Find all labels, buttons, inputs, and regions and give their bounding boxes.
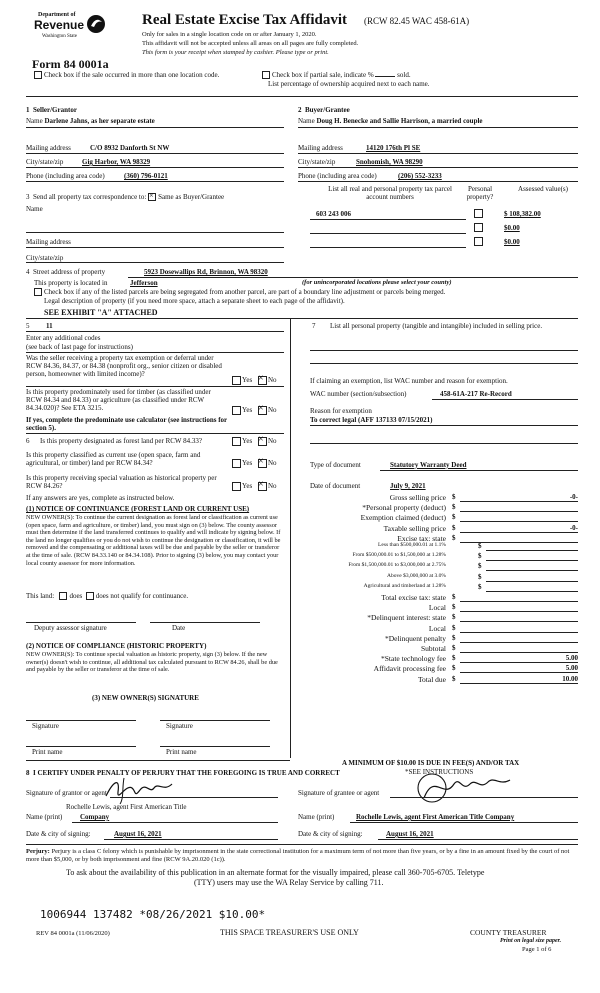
tty-text: (TTY) users may use the WA Relay Service by calling 711. xyxy=(194,878,384,887)
section3-city-label: City/state/zip xyxy=(26,254,64,262)
tax-row-dollar-sign: $ xyxy=(452,533,456,542)
bracket-label: Agricultural and timberland at 1.28% xyxy=(363,582,446,589)
s5-q1-no-checkbox[interactable] xyxy=(258,376,267,385)
section6-q1: Is this property designated as forest land per RCW 84.33? xyxy=(40,437,203,445)
page-number: Page 1 of 6 xyxy=(522,946,552,953)
rev-number: REV 84 0001a (11/06/2020) xyxy=(36,930,110,937)
name-left-line xyxy=(72,822,278,823)
parcel-col1: List all real and personal property tax parcel account numbers xyxy=(328,185,452,201)
parcel-row1-number[interactable]: 603 243 006 xyxy=(316,210,351,218)
sig-grantee-line xyxy=(390,797,578,798)
parcel-row3-personal-checkbox[interactable] xyxy=(474,237,483,246)
header-note3: This form is your receipt when stamped by cashier. Please type or print. xyxy=(142,49,329,56)
parcel-col2: Personal property? xyxy=(466,185,494,201)
s6-q2-no-checkbox[interactable] xyxy=(258,459,267,468)
section7-text: List all personal property (tangible and intangible) included in selling price. xyxy=(330,322,543,330)
seller-city-line xyxy=(26,167,284,168)
owner-print-line1 xyxy=(26,746,136,747)
parcel-row2-personal-checkbox[interactable] xyxy=(474,223,483,232)
section5-code-line xyxy=(26,331,284,332)
s6-q2-no-label: No xyxy=(268,459,277,467)
section8-num: 8 xyxy=(26,769,30,777)
column-divider xyxy=(290,318,291,758)
tax-total-row-dollar-sign: $ xyxy=(452,654,456,663)
partial-sale-label: Check box if partial sale, indicate % xyxy=(272,71,374,79)
section4-row xyxy=(26,268,105,276)
minimum-note: A MINIMUM OF $10.00 IS DUE IN FEE(S) AND/OR TAX xyxy=(342,759,520,767)
header-note2: This affidavit will not be accepted unless all areas on all pages are fully completed. xyxy=(142,40,359,47)
tax-total-row-dollar-sign: $ xyxy=(452,633,456,642)
s6-q3-no-checkbox[interactable] xyxy=(258,482,267,491)
tax-row-label: Gross selling price xyxy=(389,493,446,502)
tax-row-label: Excise tax: state xyxy=(397,533,446,543)
located-in-label: This property is located in xyxy=(34,279,108,287)
tax-total-row-label: Total excise tax: state xyxy=(381,593,446,602)
dept-line3: Washington State xyxy=(42,34,78,39)
deputy-sig-label: Deputy assessor signature xyxy=(34,624,107,632)
buyer-city-label: City/state/zip xyxy=(298,158,336,166)
tax-total-row-amount-line xyxy=(460,632,578,633)
parcel-row3-value[interactable]: $0.00 xyxy=(504,238,520,246)
tax-total-row-amount-line xyxy=(460,642,578,643)
wac-label: WAC number (section/subsection) xyxy=(310,390,407,398)
notice2-heading: (2) NOTICE OF COMPLIANCE (HISTORIC PROPERTY) xyxy=(26,642,207,650)
header-divider xyxy=(26,96,578,97)
segregation-checkbox[interactable] xyxy=(34,288,42,296)
owner-sig-line2 xyxy=(160,720,270,721)
buyer-name-row xyxy=(298,117,483,125)
seller-city-label: City/state/zip xyxy=(26,158,64,166)
partial-sale-check[interactable] xyxy=(262,71,411,79)
s6-q3-yes-checkbox[interactable] xyxy=(232,482,241,491)
buyer-num: 2 xyxy=(298,106,302,114)
tax-total-row-label: Affidavit processing fee xyxy=(373,664,446,674)
county-note: (for unincorporated locations please select your county) xyxy=(302,279,452,286)
parcel-row1-personal-checkbox[interactable] xyxy=(474,209,483,218)
section5-q1: Was the seller receiving a property tax exemption or deferral under RCW 84.36, 84.37, or 84.38 (nonprofit org., senior citizen or disabled person, homeowner with limited income)? xyxy=(26,354,222,378)
bracket-dollar-sign: $ xyxy=(478,542,482,550)
section6-q2: Is this property classified as current use (open space, farm and agricultural, or timber) land per RCW 84.34? xyxy=(26,451,201,467)
deputy-date-line xyxy=(150,622,260,623)
section8-row xyxy=(26,769,340,777)
wac-value[interactable]: 458-61A-217 Re-Record xyxy=(440,390,512,398)
doc-type-value[interactable]: Statutory Warranty Deed xyxy=(390,461,467,469)
buyer-mail[interactable]: 14120 176th Pl SE xyxy=(366,144,421,152)
bracket-amount-line xyxy=(486,550,578,551)
new-owner-sig-heading: (3) NEW OWNER(S) SIGNATURE xyxy=(92,694,199,702)
section5-num: 5 xyxy=(26,322,30,330)
s6-q2-yes-checkbox[interactable] xyxy=(232,459,241,468)
list-percentage-note: List percentage of ownership acquired next to each name. xyxy=(268,80,430,88)
bracket-amount-line xyxy=(486,560,578,561)
buyer-heading xyxy=(298,106,350,114)
buyer-city-line xyxy=(298,167,578,168)
enter-codes-label: Enter any additional codes xyxy=(26,334,101,342)
seller-phone[interactable]: (360) 796-0121 xyxy=(124,172,168,180)
county-treasurer: COUNTY TREASURER xyxy=(470,928,547,937)
deputy-sig-line xyxy=(26,622,136,623)
seller-heading-text: Seller/Grantor xyxy=(33,106,77,114)
parcel-row3-line xyxy=(310,247,466,248)
s6-q2-yes-label: Yes xyxy=(242,459,253,467)
tax-row-dollar-sign: $ xyxy=(452,513,456,522)
sig-grantor-label: Signature of grantor or agent xyxy=(26,789,107,797)
buyer-phone-label: Phone (including area code) xyxy=(298,172,377,180)
owner-sig-label2: Signature xyxy=(166,722,193,730)
multi-location-label: Check box if the sale occurred in more than one location code. xyxy=(44,71,220,79)
section3-mail-line xyxy=(26,247,284,248)
tax-total-row-amount[interactable]: 5.00 xyxy=(565,664,578,673)
grantee-signature[interactable] xyxy=(414,770,514,804)
tax-row-amount[interactable]: -0- xyxy=(569,493,578,501)
section5-sep1 xyxy=(26,352,284,353)
see-instructions: *SEE INSTRUCTIONS xyxy=(405,768,474,776)
seller-phone-label: Phone (including area code) xyxy=(26,172,105,180)
agent-left: Rochelle Lewis, agent First American Title xyxy=(66,803,187,811)
see-back-label: (see back of last page for instructions) xyxy=(26,343,133,351)
s5-q1-no-label: No xyxy=(268,376,277,384)
tax-total-row-label: *Delinquent interest: state xyxy=(367,613,446,623)
bracket-label: Less than $500,000.01 at 1.1% xyxy=(378,542,446,548)
tax-row-dollar-sign: $ xyxy=(452,493,456,501)
doc-type-line xyxy=(380,470,578,471)
doc-type-label: Type of document xyxy=(310,461,361,469)
seller-phone-line xyxy=(26,181,284,182)
this-land-label: This land: xyxy=(26,592,55,600)
tax-total-row-amount-line xyxy=(460,652,578,653)
section5-q3: If yes, complete the predominate use calculator (see instructions for section 5). xyxy=(26,416,228,432)
seller-city[interactable]: Gig Harbor, WA 98329 xyxy=(82,158,151,166)
section3-mail-label: Mailing address xyxy=(26,238,71,246)
section3-name-line xyxy=(26,232,284,233)
header-note1: Only for sales in a single location code on or after January 1, 2020. xyxy=(142,31,317,38)
tax-row-label: *Personal property (deduct) xyxy=(362,503,446,513)
tax-row-label: Exemption claimed (deduct) xyxy=(360,513,446,523)
tax-total-row-dollar-sign: $ xyxy=(452,674,456,683)
section5-q2: Is this property predominately used for timber (as classified under RCW 84.34 and 84.33) or agriculture (as classified under RCW 84.34.020)? See ETA 3215. xyxy=(26,388,211,412)
seller-name[interactable]: Darlene Jahns, as her separate estate xyxy=(44,117,155,125)
partial-sale-checkbox[interactable] xyxy=(262,71,270,79)
s6-q3-no-label: No xyxy=(268,482,277,490)
section6-q3: Is this property receiving special valuation as historical property per RCW 84.26? xyxy=(26,474,217,490)
owner-sig-label1: Signature xyxy=(32,722,59,730)
date-left-line xyxy=(104,839,278,840)
same-as-buyer-checkbox[interactable]: × xyxy=(148,193,156,201)
tax-row-dollar-sign: $ xyxy=(452,523,456,532)
property-address-line xyxy=(128,277,578,278)
tax-row-amount-line xyxy=(460,501,578,502)
grantor-signature[interactable] xyxy=(104,774,176,806)
section3-name-label: Name xyxy=(26,205,43,213)
tax-total-row-label: *Delinquent penalty xyxy=(384,633,446,643)
section5-sep2 xyxy=(26,386,284,387)
segregation-check[interactable] xyxy=(34,288,445,296)
tax-row-amount-line xyxy=(460,511,578,512)
certify-text: I CERTIFY UNDER PENALTY OF PERJURY THAT THE FOREGOING IS TRUE AND CORRECT xyxy=(33,769,340,777)
name-right-line xyxy=(350,822,578,823)
owner-print-label1: Print name xyxy=(32,748,63,756)
parcel-row2-line xyxy=(310,233,466,234)
parcel-row1-line xyxy=(310,219,466,220)
seller-mail-line xyxy=(26,153,284,154)
tax-row-label: Taxable selling price xyxy=(383,523,446,533)
tax-total-row-amount-line xyxy=(460,672,578,673)
dept-line2: Revenue xyxy=(34,18,85,32)
tax-total-row-amount-line xyxy=(460,662,578,663)
section7-num: 7 xyxy=(312,322,316,330)
section7-line2 xyxy=(310,363,578,364)
legal-size-note: Print on legal size paper. xyxy=(500,938,562,944)
form-number: Form 84 0001a xyxy=(32,57,109,71)
date-left[interactable]: August 16, 2021 xyxy=(114,830,162,838)
section3-num: 3 xyxy=(26,193,30,201)
tax-total-row-amount[interactable]: 10.00 xyxy=(562,674,578,683)
bracket-label: From $500,000.01 to $1,500,000 at 1.28% xyxy=(352,552,446,559)
tax-total-row-amount-line xyxy=(460,601,578,602)
seller-heading xyxy=(26,106,77,114)
tax-total-row-amount-line xyxy=(460,683,578,684)
parcel-row1-value[interactable]: $ 108,382.00 xyxy=(504,210,541,218)
buyer-city[interactable]: Snohomish, WA 98290 xyxy=(356,158,423,166)
seller-name-row xyxy=(26,117,155,125)
section4-divider xyxy=(26,318,578,319)
section4-label: Street address of property xyxy=(33,268,106,276)
seller-mail-label: Mailing address xyxy=(26,144,71,152)
county-value[interactable]: Jefferson xyxy=(130,279,158,287)
buyer-name-label: Name xyxy=(298,117,315,125)
section5-end xyxy=(26,433,284,434)
tax-total-row-dollar-sign: $ xyxy=(452,664,456,673)
notice1-text: NEW OWNER(S): To continue the current designation as forest land or classification as current use (open space, farm and agriculture, or timber) land, you must sign on (3) below. The county assessor must then determine if the land transferred continues to qualify and will indicate by signing below. If the land no longer qualifies or you do not wish to continue the designation or classification, it will be removed and the compensating or additional taxes will be due and payable by the seller or transferor at the time of sale. (RCW 84.33.140 or 84.34.108). Prior to signing (3) below, you may contact your local county assessor for more information. xyxy=(26,514,281,567)
tax-total-row-amount-line xyxy=(460,611,578,612)
tax-total-row-label: Local xyxy=(428,603,446,613)
sold-label: sold. xyxy=(397,71,411,79)
perjury-text xyxy=(26,848,578,864)
form-title: Real Estate Excise Tax Affidavit xyxy=(142,12,347,28)
section3-row xyxy=(26,193,224,201)
treasurer-stamp: 1006944 137482 *08/26/2021 $10.00* xyxy=(40,908,266,921)
tax-total-row-dollar-sign: $ xyxy=(452,593,456,601)
segregation-label: Check box if any of the listed parcels are being segregated from another parcel, are part of a boundary line adjustment or parcels being merged. xyxy=(44,288,446,296)
does-not-qualify-checkbox[interactable] xyxy=(86,592,94,600)
alt-format-text: To ask about the availability of this publication in an alternate format for the visually impaired, please call 360-705-6705. Teletype xyxy=(66,868,485,877)
section3-city-line xyxy=(26,262,284,263)
treasurer-use: THIS SPACE TREASURER'S USE ONLY xyxy=(220,928,359,937)
s5-q1-yes-checkbox[interactable] xyxy=(232,376,241,385)
perjury-label: Perjury: xyxy=(26,848,50,855)
dept-line1: Department of xyxy=(38,12,76,18)
buyer-phone-line xyxy=(298,181,578,182)
date-right-line xyxy=(378,839,578,840)
partial-pct-field[interactable] xyxy=(375,76,395,77)
tax-total-row-amount[interactable]: 5.00 xyxy=(565,654,578,663)
exemption-text: If claiming an exemption, list WAC number and reason for exemption. xyxy=(310,377,508,385)
buyer-name[interactable]: Doug H. Benecke and Sallie Harrison, a married couple xyxy=(316,117,483,125)
if-any-yes: If any answers are yes, complete as instructed below. xyxy=(26,494,175,502)
name-label-left: Name (print) xyxy=(26,813,63,821)
notice2-text: NEW OWNER(S): To continue special valuation as historic property, sign (3) below. If the new owner(s) doesn't wish to continue, all additional tax calculated pursuant to RCW 84.26, shall be due and payable by the seller or transferor at the time of sale. xyxy=(26,651,278,674)
seller-name-label: Name xyxy=(26,117,43,125)
reason-label: Reason for exemption xyxy=(310,407,372,415)
bracket-amount-line xyxy=(486,570,578,571)
section7-line1 xyxy=(310,350,578,351)
owner-sig-line1 xyxy=(26,720,136,721)
name-label-right: Name (print) xyxy=(298,813,335,821)
seller-num: 1 xyxy=(26,106,30,114)
buyer-mail-label: Mailing address xyxy=(298,144,343,152)
owner-print-line2 xyxy=(160,746,270,747)
bracket-amount-line xyxy=(486,581,578,582)
form-rcw: (RCW 82.45 WAC 458-61A) xyxy=(364,16,470,26)
deputy-date-label: Date xyxy=(172,624,186,632)
this-land-row xyxy=(26,592,188,600)
tax-total-row-dollar-sign: $ xyxy=(452,644,456,652)
dor-logo xyxy=(34,12,104,46)
bracket-label: Above $3,000,000 at 3.0% xyxy=(387,572,446,579)
s5-q2-yes-checkbox[interactable] xyxy=(232,406,241,415)
bracket-amount-line xyxy=(486,591,578,592)
date-right[interactable]: August 16, 2021 xyxy=(386,830,434,838)
tax-total-row-label: Subtotal xyxy=(420,644,446,653)
bracket-dollar-sign: $ xyxy=(478,562,482,571)
buyer-name-line xyxy=(298,127,578,128)
doc-date-value[interactable]: July 9, 2021 xyxy=(390,482,426,490)
exhibit-text[interactable]: SEE EXHIBIT "A" ATTACHED xyxy=(44,308,158,317)
date-label-right: Date & city of signing: xyxy=(298,830,363,838)
notice1-heading: (1) NOTICE OF CONTINUANCE (FOREST LAND OR CURRENT USE) xyxy=(26,505,250,513)
reason-line2 xyxy=(310,443,578,444)
tax-total-row-dollar-sign: $ xyxy=(452,603,456,612)
section5-code[interactable]: 11 xyxy=(46,322,53,330)
section6-num: 6 xyxy=(26,437,30,445)
tax-total-row-dollar-sign: $ xyxy=(452,623,456,632)
tax-total-row-dollar-sign: $ xyxy=(452,613,456,622)
wac-line xyxy=(432,399,578,400)
dor-logo-icon xyxy=(86,14,106,34)
reason-value[interactable]: To correct legal (AFF 137133 07/15/2021) xyxy=(310,416,433,424)
buyer-mail-line xyxy=(298,153,578,154)
tax-total-row-amount-line xyxy=(460,621,578,622)
reason-line xyxy=(310,425,578,426)
tax-total-row-label: *State technology fee xyxy=(381,654,446,664)
property-address[interactable]: 5923 Dosewallips Rd, Brinnon, WA 98320 xyxy=(144,268,268,276)
parcel-col3: Assessed value(s) xyxy=(518,185,568,193)
s6-q3-yes-label: Yes xyxy=(242,482,253,490)
s6-q1-no-label: No xyxy=(268,437,277,445)
s5-q2-no-checkbox[interactable] xyxy=(258,406,267,415)
parcel-row2-value[interactable]: $0.00 xyxy=(504,224,520,232)
sig-grantor-line xyxy=(110,797,278,798)
does-qualify-checkbox[interactable] xyxy=(59,592,67,600)
section8-divider xyxy=(26,760,290,761)
bracket-label: From $1,500,000.01 to $3,000,000 at 2.75% xyxy=(348,562,446,569)
s5-q2-no-label: No xyxy=(268,406,277,414)
buyer-heading-text: Buyer/Grantee xyxy=(305,106,350,114)
s5-q2-yes-label: Yes xyxy=(242,406,253,414)
owner-print-label2: Print name xyxy=(166,748,197,756)
bracket-dollar-sign: $ xyxy=(478,582,482,591)
seller-mail[interactable]: C/O 8932 Danforth St NW xyxy=(90,144,170,152)
tax-row-amount-line xyxy=(460,521,578,522)
s6-q1-yes-label: Yes xyxy=(242,437,253,445)
multi-location-check[interactable] xyxy=(34,71,219,79)
section3-text: Send all property tax correspondence to: xyxy=(33,193,147,201)
doc-date-label: Date of document xyxy=(310,482,361,490)
tax-total-row-label: Total due xyxy=(417,674,446,684)
section8-end xyxy=(26,844,578,845)
s5-q1-yes-label: Yes xyxy=(242,376,253,384)
tax-row-amount[interactable]: -0- xyxy=(569,523,578,532)
section4-num: 4 xyxy=(26,268,30,276)
bracket-dollar-sign: $ xyxy=(478,552,482,561)
multi-location-checkbox[interactable] xyxy=(34,71,42,79)
buyer-phone[interactable]: (206) 552-3233 xyxy=(398,172,442,180)
seller-name-line xyxy=(26,127,284,128)
same-as-buyer-label: Same as Buyer/Grantee xyxy=(158,193,225,201)
date-label-left: Date & city of signing: xyxy=(26,830,91,838)
does-not-label: does not qualify for continuance. xyxy=(95,592,189,600)
s6-q1-yes-checkbox[interactable] xyxy=(232,437,241,446)
s6-q1-no-checkbox[interactable] xyxy=(258,437,267,446)
legal-description-label: Legal description of property (if you need more space, attach a separate sheet to each page of the affidavit). xyxy=(44,297,345,305)
perjury-body: Perjury is a class C felony which is punishable by imprisonment in the state correctional institution for a maximum term of not more than five years, or by a fine in an amount fixed by the court of not more than $5,000, or by both imprisonment and fine (RCW 9A.20.020 (1c)). xyxy=(26,848,570,863)
tax-row-amount-line xyxy=(460,532,578,533)
tax-row-dollar-sign: $ xyxy=(452,503,456,512)
name-right[interactable]: Rochelle Lewis, agent First American Title Company xyxy=(356,813,515,821)
does-label: does xyxy=(69,592,83,600)
tax-total-row-label: Local xyxy=(428,623,446,633)
bracket-dollar-sign: $ xyxy=(478,572,482,581)
sig-grantee-label: Signature of grantee or agent xyxy=(298,789,380,797)
name-left[interactable]: Company xyxy=(80,813,110,821)
